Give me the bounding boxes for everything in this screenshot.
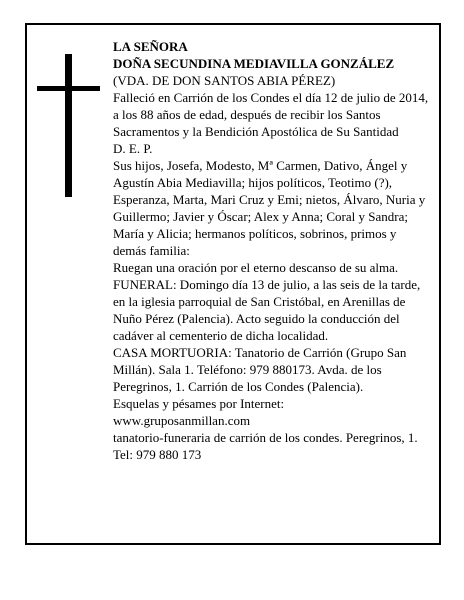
- cross-icon: [65, 54, 72, 197]
- website-link: www.gruposanmillan.com: [113, 413, 251, 428]
- title-line: LA SEÑORA: [113, 39, 188, 54]
- prayer-request: Ruegan una oración por el eterno descanso de su alma.: [113, 260, 399, 275]
- funeral-details: FUNERAL: Domingo día 13 de julio, a las seis de la tarde, en la iglesia parroquial de San Cristóbal, en Arenillas de Nuño Pérez (Palencia). Acto seguido la conducción del cadáver al cementerio de dicha localidad.: [113, 277, 421, 343]
- footer-contact: tanatorio-funeraria de carrión de los condes. Peregrinos, 1. Tel: 979 880 173: [113, 430, 418, 462]
- widow-line: (VDA. DE DON SANTOS ABIA PÉREZ): [113, 73, 336, 88]
- condolences-label: Esquelas y pésames por Internet:: [113, 396, 285, 411]
- cross-icon-bar: [37, 86, 100, 91]
- obituary-text: [113, 38, 431, 463]
- mortuary-details: CASA MORTUORIA: Tanatorio de Carrión (Grupo San Millán). Sala 1. Teléfono: 979 880173. Avda. de los Peregrinos, 1. Carrión de los Condes (Palencia).: [113, 345, 407, 394]
- family-list: Sus hijos, Josefa, Modesto, Mª Carmen, Dativo, Ángel y Agustín Abia Mediavilla; hijos políticos, Teotimo (?), Esperanza, Marta, Mari Cruz y Emi; nietos, Álvaro, Nuria y Guillermo; Javier y Óscar; Alex y Anna; Coral y Sandra; María y Alicia; hermanos políticos, sobrinos, primos y demás familia:: [113, 158, 426, 258]
- death-details: Falleció en Carrión de los Condes el día 12 de julio de 2014, a los 88 años de edad, después de recibir los Santos Sacramentos y la Bendición Apostólica de Su Santidad: [113, 90, 429, 139]
- rip-line: D. E. P.: [113, 141, 153, 156]
- deceased-name: DOÑA SECUNDINA MEDIAVILLA GONZÁLEZ: [113, 56, 395, 71]
